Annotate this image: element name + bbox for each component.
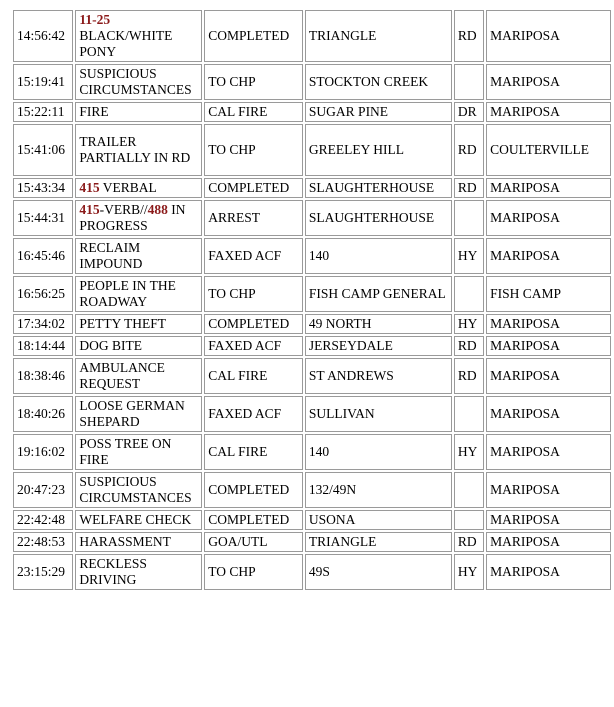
- table-row: [13, 554, 611, 590]
- call-time-cell: 16:56:25: [13, 276, 73, 312]
- city-cell: MARIPOSA: [486, 314, 611, 334]
- location-cell: TRIANGLE: [305, 10, 452, 62]
- table-row: [13, 336, 611, 356]
- call-type-cell: [75, 200, 202, 236]
- call-type-text: RECLAIM IMPOUND: [79, 240, 143, 271]
- call-time-cell: 22:42:48: [13, 510, 73, 530]
- call-type-text: POSS TREE ON FIRE: [79, 436, 172, 467]
- location-cell: SUGAR PINE: [305, 102, 452, 122]
- call-type-cell: [75, 396, 202, 432]
- call-time-cell: 18:38:46: [13, 358, 73, 394]
- call-type-cell: [75, 510, 202, 530]
- location-cell: 49 NORTH: [305, 314, 452, 334]
- location-cell: SULLIVAN: [305, 396, 452, 432]
- table-row: [13, 124, 611, 176]
- table-row: [13, 510, 611, 530]
- disposition-cell: COMPLETED: [204, 10, 303, 62]
- street-suffix-cell: HY: [454, 434, 484, 470]
- street-suffix-cell: RD: [454, 532, 484, 552]
- incident-code: 11-25: [79, 12, 111, 27]
- table-row: [13, 358, 611, 394]
- call-type-cell: [75, 554, 202, 590]
- street-suffix-cell: [454, 396, 484, 432]
- disposition-cell: FAXED ACF: [204, 336, 303, 356]
- call-time-cell: 16:45:46: [13, 238, 73, 274]
- call-log-table: [11, 8, 613, 592]
- call-log-body: [13, 10, 611, 590]
- city-cell: MARIPOSA: [486, 238, 611, 274]
- call-type-cell: [75, 472, 202, 508]
- incident-code: 415: [79, 180, 100, 195]
- call-type-text: BLACK/WHITE PONY: [79, 28, 173, 59]
- street-suffix-cell: RD: [454, 336, 484, 356]
- call-type-text: LOOSE GERMAN SHEPARD: [79, 398, 185, 429]
- location-cell: GREELEY HILL: [305, 124, 452, 176]
- call-type-text: VERBAL: [99, 180, 157, 195]
- table-row: [13, 64, 611, 100]
- city-cell: MARIPOSA: [486, 396, 611, 432]
- street-suffix-cell: RD: [454, 10, 484, 62]
- city-cell: MARIPOSA: [486, 510, 611, 530]
- call-type-cell: [75, 238, 202, 274]
- incident-code: 415: [79, 202, 100, 217]
- disposition-cell: TO CHP: [204, 276, 303, 312]
- disposition-cell: ARREST: [204, 200, 303, 236]
- call-time-cell: 15:19:41: [13, 64, 73, 100]
- city-cell: MARIPOSA: [486, 200, 611, 236]
- disposition-cell: FAXED ACF: [204, 238, 303, 274]
- city-cell: FISH CAMP: [486, 276, 611, 312]
- street-suffix-cell: [454, 64, 484, 100]
- disposition-cell: TO CHP: [204, 554, 303, 590]
- street-suffix-cell: [454, 276, 484, 312]
- location-cell: STOCKTON CREEK: [305, 64, 452, 100]
- street-suffix-cell: [454, 510, 484, 530]
- call-time-cell: 15:44:31: [13, 200, 73, 236]
- disposition-cell: CAL FIRE: [204, 102, 303, 122]
- disposition-cell: COMPLETED: [204, 178, 303, 198]
- call-time-cell: 17:34:02: [13, 314, 73, 334]
- call-time-cell: 15:22:11: [13, 102, 73, 122]
- city-cell: MARIPOSA: [486, 336, 611, 356]
- call-type-cell: [75, 102, 202, 122]
- call-type-text: TRAILER PARTIALLY IN RD: [79, 134, 191, 165]
- street-suffix-cell: HY: [454, 554, 484, 590]
- disposition-cell: COMPLETED: [204, 314, 303, 334]
- street-suffix-cell: RD: [454, 358, 484, 394]
- table-row: [13, 10, 611, 62]
- street-suffix-cell: [454, 472, 484, 508]
- call-type-cell: [75, 314, 202, 334]
- table-row: [13, 276, 611, 312]
- location-cell: FISH CAMP GENERAL: [305, 276, 452, 312]
- disposition-cell: GOA/UTL: [204, 532, 303, 552]
- location-cell: JERSEYDALE: [305, 336, 452, 356]
- disposition-cell: TO CHP: [204, 64, 303, 100]
- call-type-text: DOG BITE: [79, 338, 143, 353]
- city-cell: MARIPOSA: [486, 102, 611, 122]
- location-cell: TRIANGLE: [305, 532, 452, 552]
- disposition-cell: COMPLETED: [204, 472, 303, 508]
- call-type-text: SUSPICIOUS CIRCUMSTANCES: [79, 474, 192, 505]
- location-cell: USONA: [305, 510, 452, 530]
- disposition-cell: COMPLETED: [204, 510, 303, 530]
- street-suffix-cell: RD: [454, 178, 484, 198]
- call-type-cell: [75, 178, 202, 198]
- call-type-cell: [75, 64, 202, 100]
- city-cell: MARIPOSA: [486, 554, 611, 590]
- call-type-cell: [75, 10, 202, 62]
- call-type-cell: [75, 276, 202, 312]
- call-time-cell: 23:15:29: [13, 554, 73, 590]
- city-cell: MARIPOSA: [486, 10, 611, 62]
- table-row: [13, 178, 611, 198]
- disposition-cell: CAL FIRE: [204, 434, 303, 470]
- call-time-cell: 18:40:26: [13, 396, 73, 432]
- call-type-text: FIRE: [79, 104, 109, 119]
- location-cell: SLAUGHTERHOUSE: [305, 200, 452, 236]
- location-cell: 49S: [305, 554, 452, 590]
- disposition-cell: FAXED ACF: [204, 396, 303, 432]
- location-cell: SLAUGHTERHOUSE: [305, 178, 452, 198]
- call-type-text: RECKLESS DRIVING: [79, 556, 147, 587]
- location-cell: 140: [305, 434, 452, 470]
- disposition-cell: CAL FIRE: [204, 358, 303, 394]
- call-type-text: AMBULANCE REQUEST: [79, 360, 165, 391]
- city-cell: COULTERVILLE: [486, 124, 611, 176]
- street-suffix-cell: HY: [454, 314, 484, 334]
- city-cell: MARIPOSA: [486, 358, 611, 394]
- city-cell: MARIPOSA: [486, 472, 611, 508]
- call-type-text: HARASSMENT: [79, 534, 171, 549]
- call-type-text: -VERB//: [99, 202, 148, 217]
- street-suffix-cell: [454, 200, 484, 236]
- table-row: [13, 532, 611, 552]
- call-time-cell: 20:47:23: [13, 472, 73, 508]
- table-row: [13, 102, 611, 122]
- call-type-text: WELFARE CHECK: [79, 512, 192, 527]
- call-type-text: PETTY THEFT: [79, 316, 167, 331]
- call-time-cell: 15:43:34: [13, 178, 73, 198]
- call-type-text: IN PROGRESS: [79, 202, 186, 233]
- city-cell: MARIPOSA: [486, 532, 611, 552]
- call-type-text: SUSPICIOUS CIRCUMSTANCES: [79, 66, 192, 97]
- location-cell: ST ANDREWS: [305, 358, 452, 394]
- location-cell: 132/49N: [305, 472, 452, 508]
- street-suffix-cell: RD: [454, 124, 484, 176]
- street-suffix-cell: HY: [454, 238, 484, 274]
- table-row: [13, 434, 611, 470]
- call-type-text: PEOPLE IN THE ROADWAY: [79, 278, 176, 309]
- location-cell: 140: [305, 238, 452, 274]
- city-cell: MARIPOSA: [486, 64, 611, 100]
- call-time-cell: 15:41:06: [13, 124, 73, 176]
- table-row: [13, 238, 611, 274]
- city-cell: MARIPOSA: [486, 434, 611, 470]
- city-cell: MARIPOSA: [486, 178, 611, 198]
- disposition-cell: TO CHP: [204, 124, 303, 176]
- table-row: [13, 472, 611, 508]
- call-time-cell: 18:14:44: [13, 336, 73, 356]
- call-type-cell: [75, 124, 202, 176]
- call-type-cell: [75, 358, 202, 394]
- call-type-cell: [75, 336, 202, 356]
- call-type-cell: [75, 434, 202, 470]
- table-row: [13, 200, 611, 236]
- table-row: [13, 396, 611, 432]
- call-type-cell: [75, 532, 202, 552]
- street-suffix-cell: DR: [454, 102, 484, 122]
- call-time-cell: 22:48:53: [13, 532, 73, 552]
- call-time-cell: 14:56:42: [13, 10, 73, 62]
- call-time-cell: 19:16:02: [13, 434, 73, 470]
- incident-code: 488: [147, 202, 168, 217]
- table-row: [13, 314, 611, 334]
